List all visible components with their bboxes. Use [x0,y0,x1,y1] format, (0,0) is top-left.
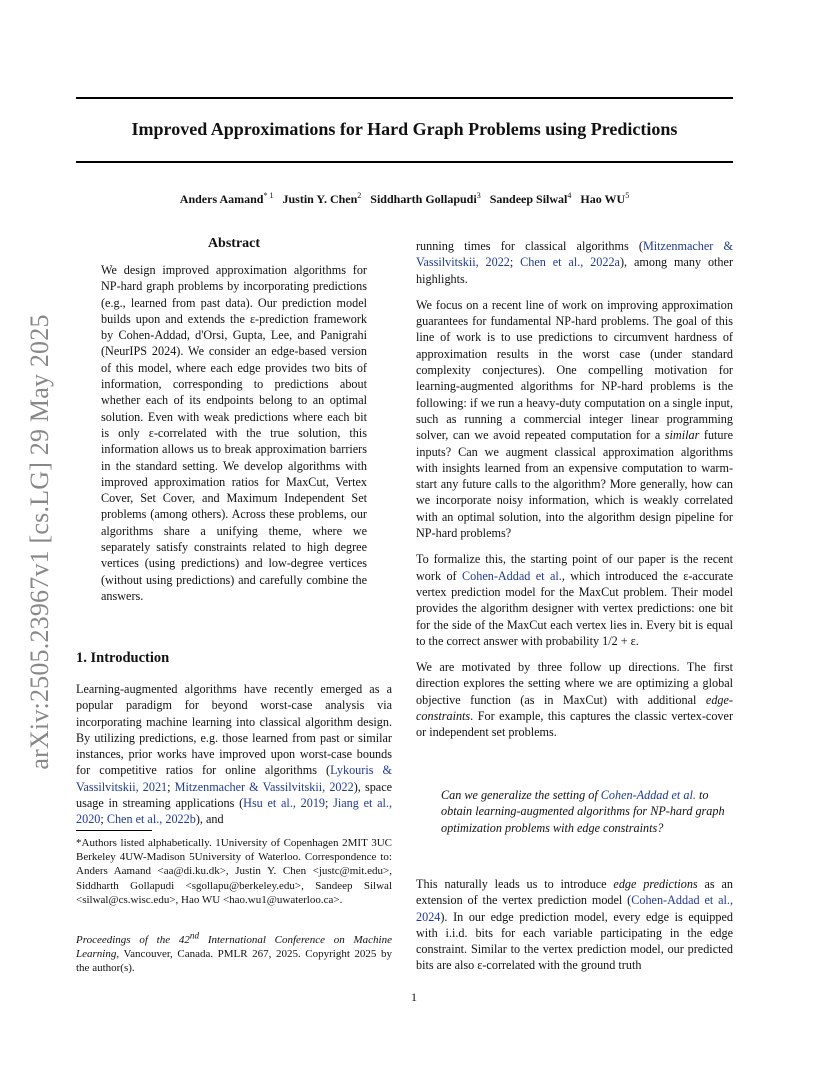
intro-column [76,681,392,828]
citation-link[interactable]: Jiang et al., 2020 [76,796,392,827]
paper-title: Improved Approximations for Hard Graph Problems using Predictions [131,119,678,139]
emphasis: edge-constraints [416,692,733,724]
paragraph [416,876,733,974]
right-column [416,238,733,741]
author-name: Sandeep Silwal [489,192,568,206]
citation-link[interactable]: Hsu et al., 2019 [243,796,326,811]
text-run: We are motivated by three follow up directions. The first direction explores the setting where we are optimizing a global objective function (as in MaxCut) with additional [416,660,733,707]
author-name: Hao WU [580,192,626,206]
citation-link[interactable]: Mitzenmacher & Vassilvitskii, 2022 [174,779,354,794]
text-run: as an extension of the vertex prediction model ( [416,877,733,908]
author-affiliation-mark: 5 [625,191,630,200]
proceedings-note [76,928,392,975]
author-name: Anders Aamand [179,192,264,206]
citation-link[interactable]: Cohen-Addad et al., 2024 [416,893,733,924]
paragraph [416,659,733,740]
section-heading-introduction: 1. Introduction [76,650,170,666]
text-run: to obtain learning-augmented algorithms for NP-hard graph optimization problems with edge constraints? [441,788,725,835]
text-run: To formalize this, the starting point of our paper is the recent work of [416,552,733,583]
text-run: Proceedings of the 42 [76,933,190,946]
right-column-lower [416,876,733,974]
paragraph [416,551,733,649]
text-run: future inputs? Can we augment classical approximation algorithms with insights learned from an expensive computation to warm-start any future calls to the algorithm? More generally, how can we incorporate noisy information, which is weakly correlated with an optimal solution, into the algorithm design pipeline for NP-hard problems? [416,428,733,541]
paragraph [416,297,733,541]
title-bottom-rule [76,161,733,163]
text-run: Can we generalize the setting of [441,788,601,802]
text-run: Learning-augmented algorithms have recently emerged as a popular paradigm for beyond worst-case analysis via incorporating machine learning into classical algorithm design. By utilizing predictions, e.g. those learned from past or similar instances, prior works have improved upon worst-case bounds for competitive ratios for online algorithms ( [76,682,392,778]
text-run: We focus on a recent line of work on improving approximation guarantees for fundamental NP-hard problems. The goal of this line of work is to use predictions to circumvent hardness of approximation results in the worst case (under standard complexity conjectures). One compelling motivation for learning-augmented algorithms for NP-hard problems is the following: if we run a heavy-duty computation on a single input, such as running a commercial integer linear programming solver, can we avoid repeated computation for a [416,297,733,443]
text-run: ), and [195,812,224,827]
text-run: International Conference on Machine Learning [76,933,392,960]
citation-link[interactable]: Chen et al., 2022a [520,255,620,270]
author-name: Siddharth Gollapudi [370,192,477,206]
footnote-affiliations: *Authors listed alphabetically. 1University of Copenhagen 2MIT 3UC Berkeley 4UW-Madison 5University of Waterloo. Correspondence to: Anders Aamand <aa@di.ku.dk>, Justin Y. Chen <justc@mit.edu>, Siddharth Gollapudi <sgollapu@berkeley.edu>, Sandeep Silwal <silwal@cs.wisc.edu>, Hao WU <hao.wu1@uwaterloo.ca>. [76,837,392,906]
author-affiliation-mark: 4 [567,191,572,200]
abstract-heading: Abstract [207,236,261,251]
page-number: 1 [411,990,417,1004]
author-affiliation-mark: 3 [476,191,481,200]
author-name: Justin Y. Chen [282,192,358,206]
intro-paragraph: Learning-augmented algorithms have recently emerged as a popular paradigm for beyond worst-case analysis via incorporating machine learning into classical algorithm design. By utilizing predictions, e.g. those learned from past or similar instances, prior works have improved upon worst-case bounds for competitive ratios for online algorithms (Lykouris & Vassilvitskii, 2021; Mitzenmacher & Vassilvitskii, 2022), space usage in streaming applications (Hsu et al., 2019; Jiang et al., 2020; Chen et al., 2022b), and [76,682,393,827]
citation-link[interactable]: Chen et al., 2022b [106,812,196,827]
top-rule [76,97,733,99]
text-run: , which introduced the ε-accurate vertex prediction model for the MaxCut problem. Their model provides the algorithm designer with vertex predictions: one bit for the side of the MaxCut each vertex lies in. Every bit is equal to the correct answer with probability 1/2 + ε. [416,568,733,648]
arxiv-identifier-watermark[interactable]: arXiv:2505.23967v1 [cs.LG] 29 May 2025 [25,314,54,770]
emphasis: edge predictions [613,877,698,891]
text-run: , Vancouver, Canada. PMLR 267, 2025. Copyright 2025 by the author(s). [76,947,392,975]
citation-link[interactable]: Cohen-Addad et al. [600,788,696,802]
paragraph: running times for classical algorithms (Mitzenmacher & Vassilvitskii, 2022; Chen et al., 2022a), among many other highlights. [416,239,733,286]
text-run: running times for classical algorithms ( [416,239,643,253]
author-affiliation-mark: * 1 [263,191,274,200]
text-run: ), space usage in streaming applications ( [76,779,393,811]
citation-link[interactable]: Cohen-Addad et al. [462,568,562,583]
citation-link[interactable]: Lykouris & Vassilvitskii, 2021 [76,763,392,794]
footnote-rule [76,830,152,831]
text-run: . For example, this captures the classic vertex-cover or independent set problems. [416,709,733,740]
abstract-paragraph: We design improved approximation algorithms for NP-hard graph problems by incorporating predictions (e.g., learned from past data). Our prediction model builds upon and extends the ε-prediction framework by Cohen-Addad, d'Orsi, Gupta, Lee, and Panigrahi (NeurIPS 2024). We consider an edge-based version of this model, where each edge provides two bits of information, corresponding to predictions about whether each of its endpoints belong to an optimal solution. Even with weak predictions where each bit is only ε-correlated with the true solution, this information allows us to break approximation barriers in the standard setting. We develop algorithms with improved approximation ratios for MaxCut, Vertex Cover, Set Cover, and Maximum Independent Set problems (among others). Across these problems, our algorithms share a unifying theme, where we separately satisfy constraints related to high degree vertices (using predictions) and low-degree vertices (without using predictions) and carefully combine the answers. [101,263,367,603]
emphasis: similar [664,428,700,443]
abstract-text [101,262,367,604]
research-question [441,787,735,836]
text-run: ), among many other highlights. [416,255,733,286]
ordinal-superscript: nd [189,930,200,940]
citation-link[interactable]: Mitzenmacher & Vassilvitskii, 2022 [416,239,733,270]
author-list [76,191,733,207]
text-run: This naturally leads us to introduce [416,877,614,891]
author-affiliation-mark: 2 [357,191,362,200]
text-run: ). In our edge prediction model, every edge is equipped with i.i.d. bits for each variable participating in the edge constraint. Similar to the vertex prediction model, our predicted bits are also ε-correlated with the ground truth [416,909,733,973]
